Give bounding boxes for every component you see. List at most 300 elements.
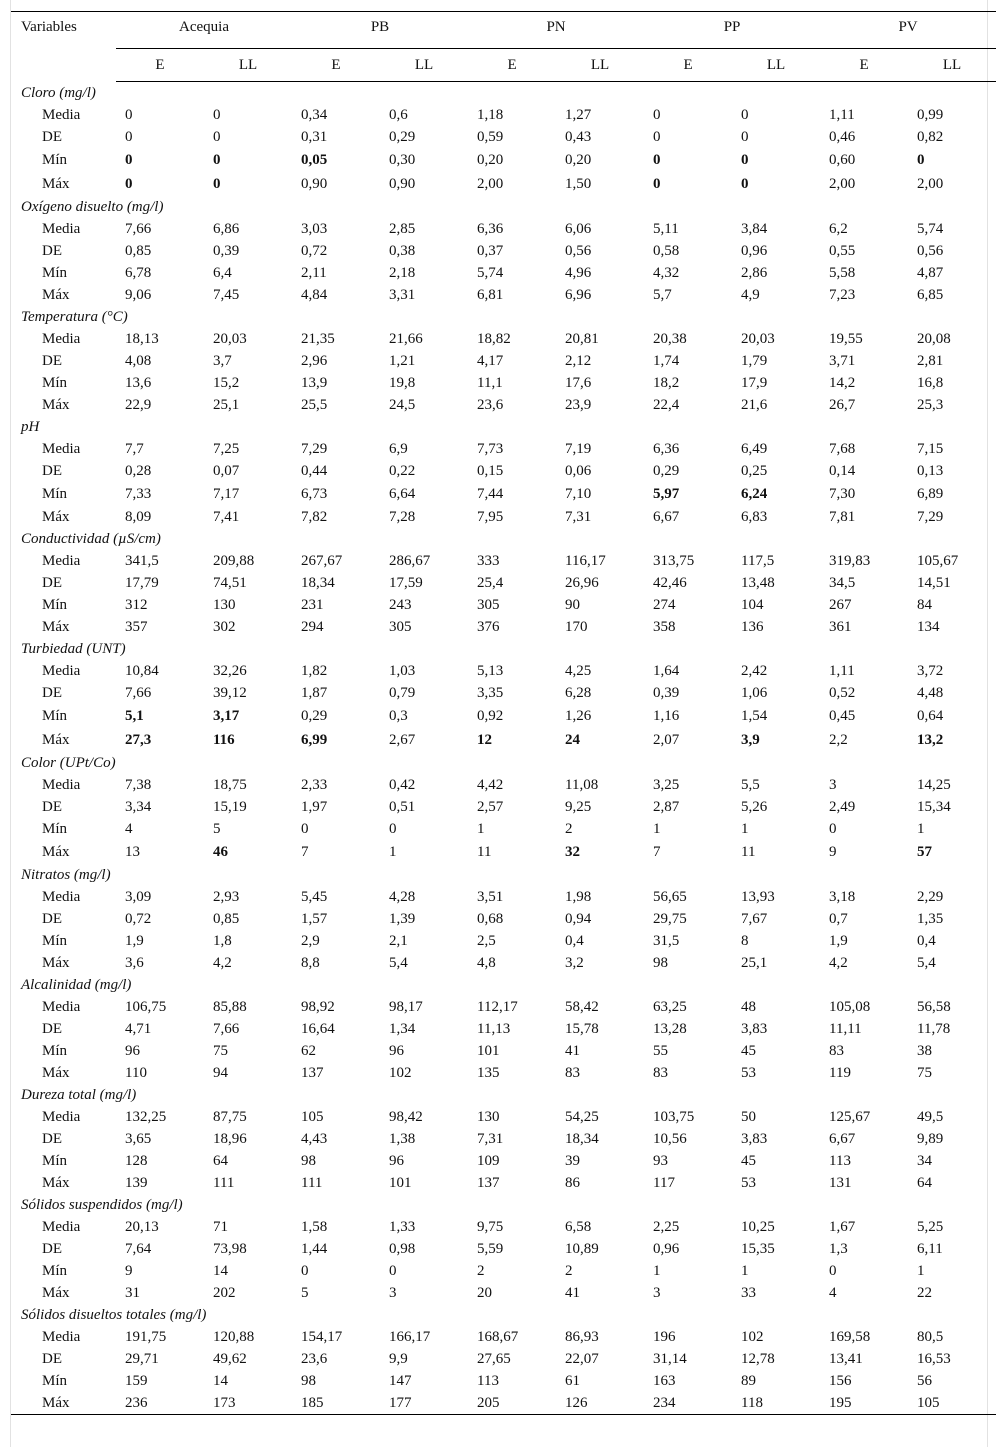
value-cell: 5,4 <box>389 955 408 971</box>
value-cell: 4,84 <box>301 287 328 303</box>
value-cell: 5,25 <box>917 1219 944 1235</box>
table-row <box>11 840 996 864</box>
section-row <box>11 1084 996 1106</box>
stat-label: Mín <box>42 265 68 281</box>
value-cell: 130 <box>213 597 236 613</box>
value-cell: 98,92 <box>301 999 335 1015</box>
value-cell: 3,35 <box>477 685 504 701</box>
value-cell: 14,2 <box>829 375 856 391</box>
value-cell: 2,1 <box>389 933 408 949</box>
value-cell: 5,74 <box>917 221 944 237</box>
value-cell: 2,5 <box>477 933 496 949</box>
section-title: Turbiedad (UNT) <box>21 641 126 657</box>
value-cell: 98 <box>301 1153 317 1169</box>
value-cell: 111 <box>301 1175 323 1191</box>
value-cell: 41 <box>565 1285 581 1301</box>
value-cell: 0,58 <box>653 243 680 259</box>
value-cell: 1 <box>917 821 925 837</box>
value-cell: 21,66 <box>389 331 423 347</box>
value-cell: 361 <box>829 619 852 635</box>
value-cell: 0,52 <box>829 685 856 701</box>
value-cell: 6,99 <box>301 732 328 748</box>
value-cell: 6,06 <box>565 221 592 237</box>
value-cell: 8 <box>741 933 749 949</box>
value-cell: 3,71 <box>829 353 856 369</box>
table-row <box>11 796 996 818</box>
value-cell: 32,26 <box>213 663 247 679</box>
value-cell: 104 <box>741 597 764 613</box>
value-cell: 24 <box>565 732 581 748</box>
value-cell: 6,4 <box>213 265 232 281</box>
value-cell: 98,17 <box>389 999 423 1015</box>
value-cell: 96 <box>389 1043 405 1059</box>
value-cell: 0,29 <box>389 129 416 145</box>
value-cell: 17,6 <box>565 375 592 391</box>
stat-label: Mín <box>42 708 68 724</box>
value-cell: 2,93 <box>213 889 240 905</box>
group-header-pp: PP <box>644 12 820 49</box>
value-cell: 63,25 <box>653 999 687 1015</box>
value-cell: 6,49 <box>741 441 768 457</box>
value-cell: 139 <box>125 1175 148 1191</box>
section-row <box>11 752 996 774</box>
value-cell: 1,9 <box>125 933 144 949</box>
value-cell: 7,45 <box>213 287 240 303</box>
table-row <box>11 460 996 482</box>
value-cell: 1,82 <box>301 663 328 679</box>
value-cell: 3,2 <box>565 955 584 971</box>
value-cell: 87,75 <box>213 1109 247 1125</box>
value-cell: 2,12 <box>565 353 592 369</box>
value-cell: 1,3 <box>829 1241 848 1257</box>
value-cell: 20,03 <box>741 331 775 347</box>
value-cell: 7,38 <box>125 777 152 793</box>
value-cell: 0,39 <box>213 243 240 259</box>
value-cell: 209,88 <box>213 553 255 569</box>
table-row <box>11 1392 996 1415</box>
value-cell: 62 <box>301 1043 317 1059</box>
value-cell: 1,11 <box>829 663 855 679</box>
value-cell: 7,25 <box>213 441 240 457</box>
value-cell: 93 <box>653 1153 669 1169</box>
value-cell: 0 <box>653 176 661 192</box>
value-cell: 80,5 <box>917 1329 944 1345</box>
value-cell: 48 <box>741 999 757 1015</box>
value-cell: 0 <box>213 152 221 168</box>
value-cell: 1,16 <box>653 708 680 724</box>
value-cell: 3,51 <box>477 889 504 905</box>
table-row <box>11 1326 996 1348</box>
table-row <box>11 908 996 930</box>
value-cell: 5,4 <box>917 955 936 971</box>
table-row <box>11 262 996 284</box>
value-cell: 14,25 <box>917 777 951 793</box>
value-cell: 2,67 <box>389 732 416 748</box>
table-row <box>11 818 996 840</box>
value-cell: 86,93 <box>565 1329 599 1345</box>
value-cell: 1,87 <box>301 685 328 701</box>
value-cell: 358 <box>653 619 676 635</box>
value-cell: 137 <box>477 1175 500 1191</box>
value-cell: 1,03 <box>389 663 416 679</box>
value-cell: 147 <box>389 1373 412 1389</box>
table-row <box>11 1282 996 1304</box>
table-row <box>11 126 996 148</box>
section-row <box>11 528 996 550</box>
value-cell: 7,29 <box>917 509 944 525</box>
value-cell: 25,3 <box>917 397 944 413</box>
value-cell: 83 <box>653 1065 669 1081</box>
table-row <box>11 1260 996 1282</box>
value-cell: 64 <box>917 1175 933 1191</box>
value-cell: 0,14 <box>829 463 856 479</box>
value-cell: 7,68 <box>829 441 856 457</box>
value-cell: 0,42 <box>389 777 416 793</box>
value-cell: 0,59 <box>477 129 504 145</box>
value-cell: 137 <box>301 1065 324 1081</box>
water-quality-table <box>11 11 996 1415</box>
value-cell: 132,25 <box>125 1109 167 1125</box>
value-cell: 0,06 <box>565 463 592 479</box>
value-cell: 39 <box>565 1153 581 1169</box>
value-cell: 11 <box>477 844 492 860</box>
stat-label: Mín <box>42 375 68 391</box>
table-row <box>11 1370 996 1392</box>
value-cell: 0,85 <box>213 911 240 927</box>
table-row <box>11 728 996 752</box>
value-cell: 15,78 <box>565 1021 599 1037</box>
value-cell: 0,90 <box>389 176 416 192</box>
value-cell: 2,11 <box>301 265 327 281</box>
value-cell: 7,82 <box>301 509 328 525</box>
value-cell: 7,67 <box>741 911 768 927</box>
table-row <box>11 394 996 416</box>
value-cell: 18,34 <box>301 575 335 591</box>
value-cell: 105 <box>908 1392 996 1415</box>
stat-label: Media <box>42 663 81 679</box>
value-cell: 0,39 <box>653 685 680 701</box>
value-cell: 1 <box>653 821 661 837</box>
value-cell: 7,64 <box>125 1241 152 1257</box>
value-cell: 31,5 <box>653 933 680 949</box>
value-cell: 11,08 <box>565 777 599 793</box>
value-cell: 14 <box>213 1373 228 1389</box>
value-cell: 6,36 <box>653 441 680 457</box>
value-cell: 0,96 <box>741 243 768 259</box>
value-cell: 16,8 <box>917 375 944 391</box>
value-cell: 7,81 <box>829 509 856 525</box>
value-cell: 1,58 <box>301 1219 328 1235</box>
value-cell: 24,5 <box>389 397 416 413</box>
table-row <box>11 438 996 460</box>
value-cell: 1 <box>477 821 485 837</box>
value-cell: 10,25 <box>741 1219 775 1235</box>
value-cell: 156 <box>829 1373 852 1389</box>
value-cell: 7,15 <box>917 441 944 457</box>
value-cell: 7,33 <box>125 486 152 502</box>
value-cell: 12,78 <box>741 1351 775 1367</box>
value-cell: 111 <box>213 1175 235 1191</box>
value-cell: 0 <box>125 152 133 168</box>
value-cell: 168,67 <box>477 1329 519 1345</box>
table-row <box>11 372 996 394</box>
stat-label: Mín <box>42 486 68 502</box>
section-title: Sólidos suspendidos (mg/l) <box>21 1197 183 1213</box>
value-cell: 11,1 <box>477 375 503 391</box>
value-cell: 0,25 <box>741 463 768 479</box>
value-cell: 5,11 <box>653 221 679 237</box>
stat-label: Mín <box>42 933 68 949</box>
value-cell: 0,51 <box>389 799 416 815</box>
stat-label: Media <box>42 1109 81 1125</box>
value-cell: 109 <box>477 1153 500 1169</box>
value-cell: 0,98 <box>389 1241 416 1257</box>
value-cell: 98 <box>653 955 669 971</box>
value-cell: 0,28 <box>125 463 152 479</box>
value-cell: 5 <box>301 1285 309 1301</box>
table-row <box>11 218 996 240</box>
value-cell: 22,07 <box>565 1351 599 1367</box>
subcol-header: E <box>116 49 204 82</box>
value-cell: 163 <box>653 1373 676 1389</box>
stat-label: Máx <box>42 1175 70 1191</box>
value-cell: 0 <box>125 129 133 145</box>
value-cell: 243 <box>389 597 412 613</box>
value-cell: 3,83 <box>741 1021 768 1037</box>
value-cell: 195 <box>820 1392 908 1415</box>
table-row <box>11 886 996 908</box>
section-title: Sólidos disueltos totales (mg/l) <box>21 1307 207 1323</box>
table-row <box>11 1040 996 1062</box>
value-cell: 113 <box>477 1373 499 1389</box>
stat-label: Media <box>42 331 81 347</box>
value-cell: 0,55 <box>829 243 856 259</box>
table-row <box>11 930 996 952</box>
section-row <box>11 1304 996 1326</box>
value-cell: 185 <box>292 1392 380 1415</box>
table-row <box>11 240 996 262</box>
value-cell: 128 <box>125 1153 148 1169</box>
value-cell: 4 <box>829 1285 837 1301</box>
value-cell: 75 <box>213 1043 228 1059</box>
value-cell: 126 <box>556 1392 644 1415</box>
value-cell: 13,6 <box>125 375 152 391</box>
value-cell: 12 <box>477 732 493 748</box>
subcol-header: E <box>468 49 556 82</box>
group-header-pn: PN <box>468 12 644 49</box>
value-cell: 9 <box>125 1263 133 1279</box>
section-title: Color (UPt/Co) <box>21 755 116 771</box>
value-cell: 1,67 <box>829 1219 856 1235</box>
table-row <box>11 1018 996 1040</box>
value-cell: 3,25 <box>653 777 680 793</box>
value-cell: 18,96 <box>213 1131 247 1147</box>
stat-label: Máx <box>11 1392 116 1415</box>
value-cell: 20,08 <box>917 331 951 347</box>
value-cell: 53 <box>741 1065 757 1081</box>
value-cell: 4 <box>125 821 133 837</box>
value-cell: 5 <box>213 821 221 837</box>
value-cell: 4,25 <box>565 663 592 679</box>
value-cell: 202 <box>213 1285 236 1301</box>
section-title: Conductividad (µS/cm) <box>21 531 161 547</box>
value-cell: 302 <box>213 619 236 635</box>
value-cell: 0,29 <box>653 463 680 479</box>
value-cell: 25,4 <box>477 575 504 591</box>
value-cell: 4,87 <box>917 265 944 281</box>
value-cell: 56 <box>917 1373 933 1389</box>
value-cell: 1,50 <box>565 176 592 192</box>
value-cell: 3 <box>653 1285 661 1301</box>
value-cell: 196 <box>653 1329 676 1345</box>
stat-label: DE <box>42 1131 62 1147</box>
value-cell: 20,38 <box>653 331 687 347</box>
variables-header: Variables <box>11 12 116 82</box>
value-cell: 1,27 <box>565 107 592 123</box>
value-cell: 31,14 <box>653 1351 687 1367</box>
value-cell: 1,98 <box>565 889 592 905</box>
value-cell: 0,20 <box>477 152 504 168</box>
value-cell: 13 <box>125 844 140 860</box>
value-cell: 0,79 <box>389 685 416 701</box>
value-cell: 75 <box>917 1065 933 1081</box>
value-cell: 90 <box>565 597 581 613</box>
value-cell: 294 <box>301 619 324 635</box>
value-cell: 6,28 <box>565 685 592 701</box>
value-cell: 0,07 <box>213 463 240 479</box>
value-cell: 15,34 <box>917 799 951 815</box>
value-cell: 0 <box>301 821 309 837</box>
stat-label: DE <box>42 911 62 927</box>
table-row <box>11 682 996 704</box>
value-cell: 14 <box>213 1263 228 1279</box>
section-row <box>11 974 996 996</box>
section-title: Dureza total (mg/l) <box>21 1087 137 1103</box>
table-row <box>11 328 996 350</box>
value-cell: 2,85 <box>389 221 416 237</box>
value-cell: 2 <box>565 1263 573 1279</box>
value-cell: 2,29 <box>917 889 944 905</box>
section-title: Oxígeno disuelto (mg/l) <box>21 199 164 215</box>
value-cell: 45 <box>741 1043 757 1059</box>
value-cell: 0,29 <box>301 708 328 724</box>
value-cell: 2,00 <box>477 176 504 192</box>
value-cell: 205 <box>468 1392 556 1415</box>
group-header-acequia: Acequia <box>116 12 292 49</box>
value-cell: 113 <box>829 1153 851 1169</box>
stat-label: Máx <box>42 732 70 748</box>
value-cell: 313,75 <box>653 553 695 569</box>
value-cell: 11,11 <box>829 1021 862 1037</box>
section-title: Temperatura (°C) <box>21 309 128 325</box>
value-cell: 1,18 <box>477 107 504 123</box>
table-row <box>11 550 996 572</box>
value-cell: 0,46 <box>829 129 856 145</box>
value-cell: 1,34 <box>389 1021 416 1037</box>
value-cell: 2,42 <box>741 663 768 679</box>
value-cell: 64 <box>213 1153 228 1169</box>
section-row <box>11 638 996 660</box>
value-cell: 34,5 <box>829 575 856 591</box>
value-cell: 0 <box>917 152 925 168</box>
value-cell: 6,64 <box>389 486 416 502</box>
value-cell: 22,9 <box>125 397 152 413</box>
stat-label: Máx <box>42 397 70 413</box>
table-row <box>11 506 996 528</box>
value-cell: 0 <box>653 152 661 168</box>
table-row <box>11 704 996 728</box>
stat-label: Mín <box>42 821 68 837</box>
value-cell: 5,26 <box>741 799 768 815</box>
value-cell: 177 <box>380 1392 468 1415</box>
value-cell: 105 <box>301 1109 324 1125</box>
value-cell: 5,13 <box>477 663 504 679</box>
value-cell: 22 <box>917 1285 933 1301</box>
value-cell: 0 <box>741 107 749 123</box>
stat-label: Mín <box>42 1263 68 1279</box>
value-cell: 341,5 <box>125 553 159 569</box>
value-cell: 20 <box>477 1285 493 1301</box>
value-cell: 7,41 <box>213 509 240 525</box>
value-cell: 6,9 <box>389 441 408 457</box>
subcol-header: E <box>644 49 732 82</box>
stat-label: DE <box>42 685 62 701</box>
value-cell: 1 <box>389 844 397 860</box>
value-cell: 96 <box>389 1153 405 1169</box>
value-cell: 21,6 <box>741 397 768 413</box>
value-cell: 3 <box>389 1285 397 1301</box>
value-cell: 191,75 <box>125 1329 167 1345</box>
value-cell: 29,75 <box>653 911 687 927</box>
value-cell: 6,78 <box>125 265 152 281</box>
value-cell: 0,90 <box>301 176 328 192</box>
value-cell: 11,78 <box>917 1021 951 1037</box>
value-cell: 26,96 <box>565 575 599 591</box>
stat-label: DE <box>42 243 62 259</box>
value-cell: 2,86 <box>741 265 768 281</box>
stat-label: Mín <box>42 1043 68 1059</box>
value-cell: 0,96 <box>653 1241 680 1257</box>
value-cell: 85,88 <box>213 999 247 1015</box>
stat-label: Máx <box>42 619 70 635</box>
value-cell: 6,85 <box>917 287 944 303</box>
value-cell: 7,7 <box>125 441 144 457</box>
value-cell: 333 <box>477 553 500 569</box>
section-row <box>11 196 996 218</box>
value-cell: 54,25 <box>565 1109 599 1125</box>
value-cell: 0 <box>741 129 749 145</box>
value-cell: 17,9 <box>741 375 768 391</box>
value-cell: 0,72 <box>301 243 328 259</box>
value-cell: 0 <box>389 1263 397 1279</box>
value-cell: 13,48 <box>741 575 775 591</box>
value-cell: 2,2 <box>829 732 848 748</box>
value-cell: 231 <box>301 597 324 613</box>
value-cell: 0,13 <box>917 463 944 479</box>
value-cell: 102 <box>741 1329 764 1345</box>
value-cell: 102 <box>389 1065 412 1081</box>
value-cell: 10,84 <box>125 663 159 679</box>
value-cell: 3,34 <box>125 799 152 815</box>
section-row <box>11 864 996 886</box>
value-cell: 5,58 <box>829 265 856 281</box>
value-cell: 319,83 <box>829 553 871 569</box>
table-row <box>11 284 996 306</box>
value-cell: 0,45 <box>829 708 856 724</box>
value-cell: 18,34 <box>565 1131 599 1147</box>
value-cell: 53 <box>741 1175 757 1191</box>
value-cell: 1,11 <box>829 107 855 123</box>
